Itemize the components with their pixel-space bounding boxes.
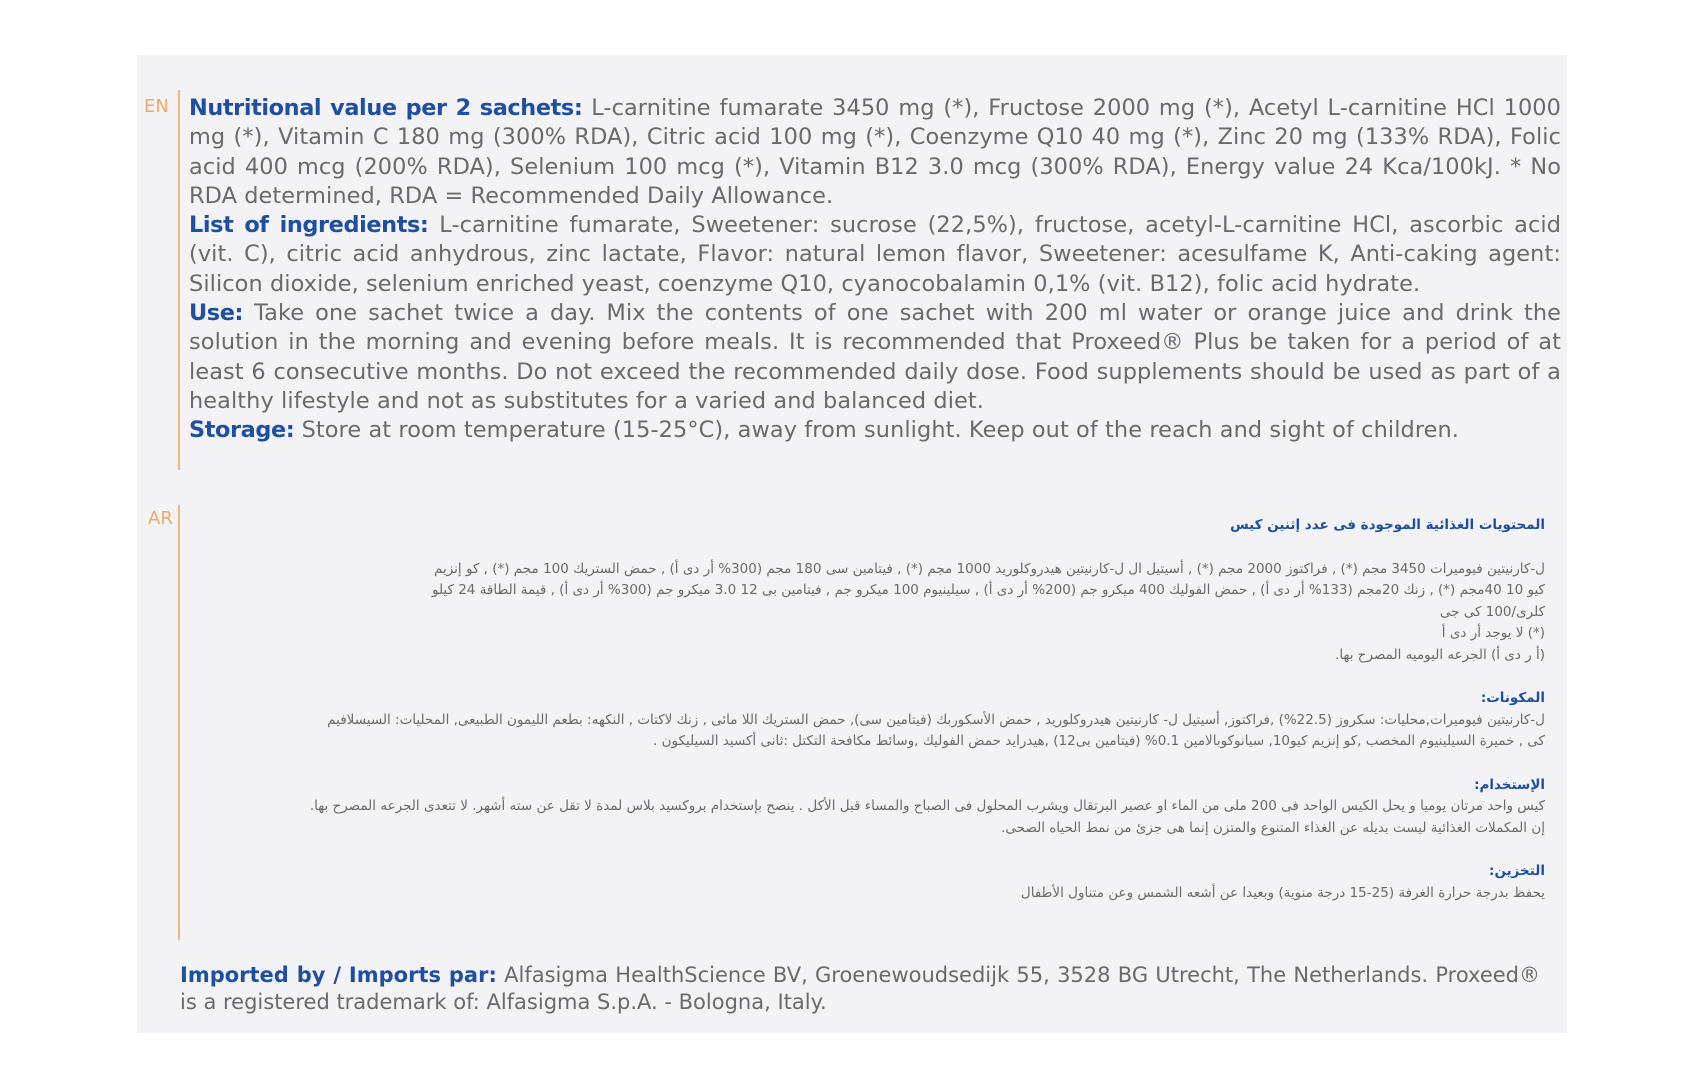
ar-use-line-2: إن المكملات الغذائية ليست بديله عن الغذاء المتنوع والمتزن إنما هى جزئ من نمط الحياه الصحى. <box>1001 819 1545 836</box>
use-paragraph <box>189 299 1561 416</box>
ar-nutrition-line-5: (أ ر دى أ) الجرعه اليوميه المصرح بها. <box>1335 646 1545 663</box>
importer-text: Alfasigma HealthScience BV, Groenewoudsedijk 55, 3528 BG Utrecht, The Netherlands. Proxeed® is a registered trademark of: Alfasigma S.p.A. - Bologna, Italy. <box>180 963 1541 1014</box>
ar-storage-heading: التخزين: <box>1489 863 1545 879</box>
storage-text: Store at room temperature (15-25°C), away from sunlight. Keep out of the reach and sight of children. <box>301 417 1460 444</box>
storage-paragraph <box>189 416 1561 445</box>
ar-nutrition-line-4: (*) لا يوجد أر دى أ <box>1441 625 1545 641</box>
ar-language-tag: AR <box>148 508 173 529</box>
ingredients-label: List of ingredients: <box>189 212 429 239</box>
ar-nutrition-line-1: ل-كارنيتين فيوميرات 3450 مجم (*) , فراكتوز 2000 مجم (*) , أسيتيل ال ل-كارنيتين هيدروكلوريد 1000 مجم (*) , فيتامين سى 180 مجم (300% أر دى أ) , حمض الستريك 100 مجم (*) , كو إنزيم <box>433 560 1545 577</box>
use-text: Take one sachet twice a day. Mix the contents of one sachet with 200 ml water or orange juice and drink the solution in the morning and evening before meals. It is recommended that Proxeed® Plus be taken for a period of at least 6 consecutive months. Do not exceed the recommended daily dose. Food supplements should be used as part of a healthy lifestyle and not as substitutes for a varied and balanced diet. <box>189 300 1561 414</box>
ar-use-line-1: كيس واحد مرتان يوميا و يحل الكيس الواحد فى 200 ملى من الماء او عصير البرتقال ويشرب المحلول فى الصباح والمساء قبل الأكل . ينصح بإستخدام بروكسيد بلاس لمدة لا تقل عن سته أشهر. لا تتعدى الجرعه المصرح بها. <box>309 798 1545 814</box>
importer-label: Imported by / Imports par: <box>180 963 497 987</box>
ar-nutrition-heading: المحتويات الغذائية الموجودة فى عدد إثنين كيس <box>1230 517 1545 533</box>
use-label: Use: <box>189 300 244 327</box>
ar-ingredients-line-2: كى , خميرة السيلينيوم المخصب ,كو إنزيم كيو10, سيانوكوبالامين 0.1% (فيتامين بى12) ,هيدرايد حمض الفوليك ,وسائط مكافحة التكتل :ثانى أكسيد السيليكون . <box>653 733 1545 749</box>
nutrition-paragraph <box>189 94 1561 211</box>
importer-statement <box>180 962 1540 1016</box>
english-section <box>189 94 1561 446</box>
ar-use-heading: الإستخدام: <box>1474 776 1545 793</box>
nutrition-text: L-carnitine fumarate 3450 mg (*), Fructose 2000 mg (*), Acetyl L-carnitine HCl 1000 mg (*), Vitamin C 180 mg (300% RDA), Citric acid 100 mg (*), Coenzyme Q10 40 mg (*), Zinc 20 mg (133% RDA), Folic acid 400 mcg (200% RDA), Selenium 100 mcg (*), Vitamin B12 3.0 mcg (300% RDA), Energy value 24 Kca/100kJ. * No RDA determined, RDA = Recommended Daily Allowance. <box>189 95 1561 209</box>
ar-nutrition-line-3: كلرى/100 كى جى <box>1439 603 1545 620</box>
storage-label: Storage: <box>189 417 295 444</box>
ar-ingredients-line-1: ل-كارنيتين فيوميرات,محليات: سكروز (22.5%) ,فراكتوز, أسيتيل ل- كارنيتين هيدروكلوريد , حمض الأسكوربك (فيتامين سى), حمض الستريك اللا مائى , زنك لاكتات , النكهه: بطعم الليمون الطبيعى, المحليات: السيسلافيم <box>327 711 1545 728</box>
en-divider-line <box>178 90 180 470</box>
ingredients-paragraph <box>189 211 1561 299</box>
ar-divider-line <box>178 505 180 940</box>
ar-storage-line-1: يحفظ بدرجة حرارة الغرفة (25-15 درجة منوية) وبعيدا عن أشعه الشمس وعن متناول الأطفال <box>1020 884 1545 901</box>
nutrition-label: Nutritional value per 2 sachets: <box>189 95 583 121</box>
en-language-tag: EN <box>144 96 169 117</box>
ingredients-text: L-carnitine fumarate, Sweetener: sucrose (22,5%), fructose, acetyl-L-carnitine HCl, ascorbic acid (vit. C), citric acid anhydrous, zinc lactate, Flavor: natural lemon flavor, Sweetener: acesulfame K, Anti-caking agent: Silicon dioxide, selenium enriched yeast, coenzyme Q10, cyanocobalamin 0,1% (vit. B12), folic acid hydrate. <box>189 212 1562 297</box>
arabic-section <box>190 515 1545 904</box>
ar-nutrition-line-2: كيو 10 40مجم (*) , زنك 20مجم (133% أر دى أ) , حمض الفوليك 400 ميكرو جم (200% أر دى أ) , سيلينيوم 100 ميكرو جم , فيتامين بى 12 3.0 ميكرو جم (300% أر دى أ) , قيمة الطاقة 24 كيلو <box>431 582 1545 598</box>
ar-ingredients-heading: المكونات: <box>1480 690 1545 706</box>
